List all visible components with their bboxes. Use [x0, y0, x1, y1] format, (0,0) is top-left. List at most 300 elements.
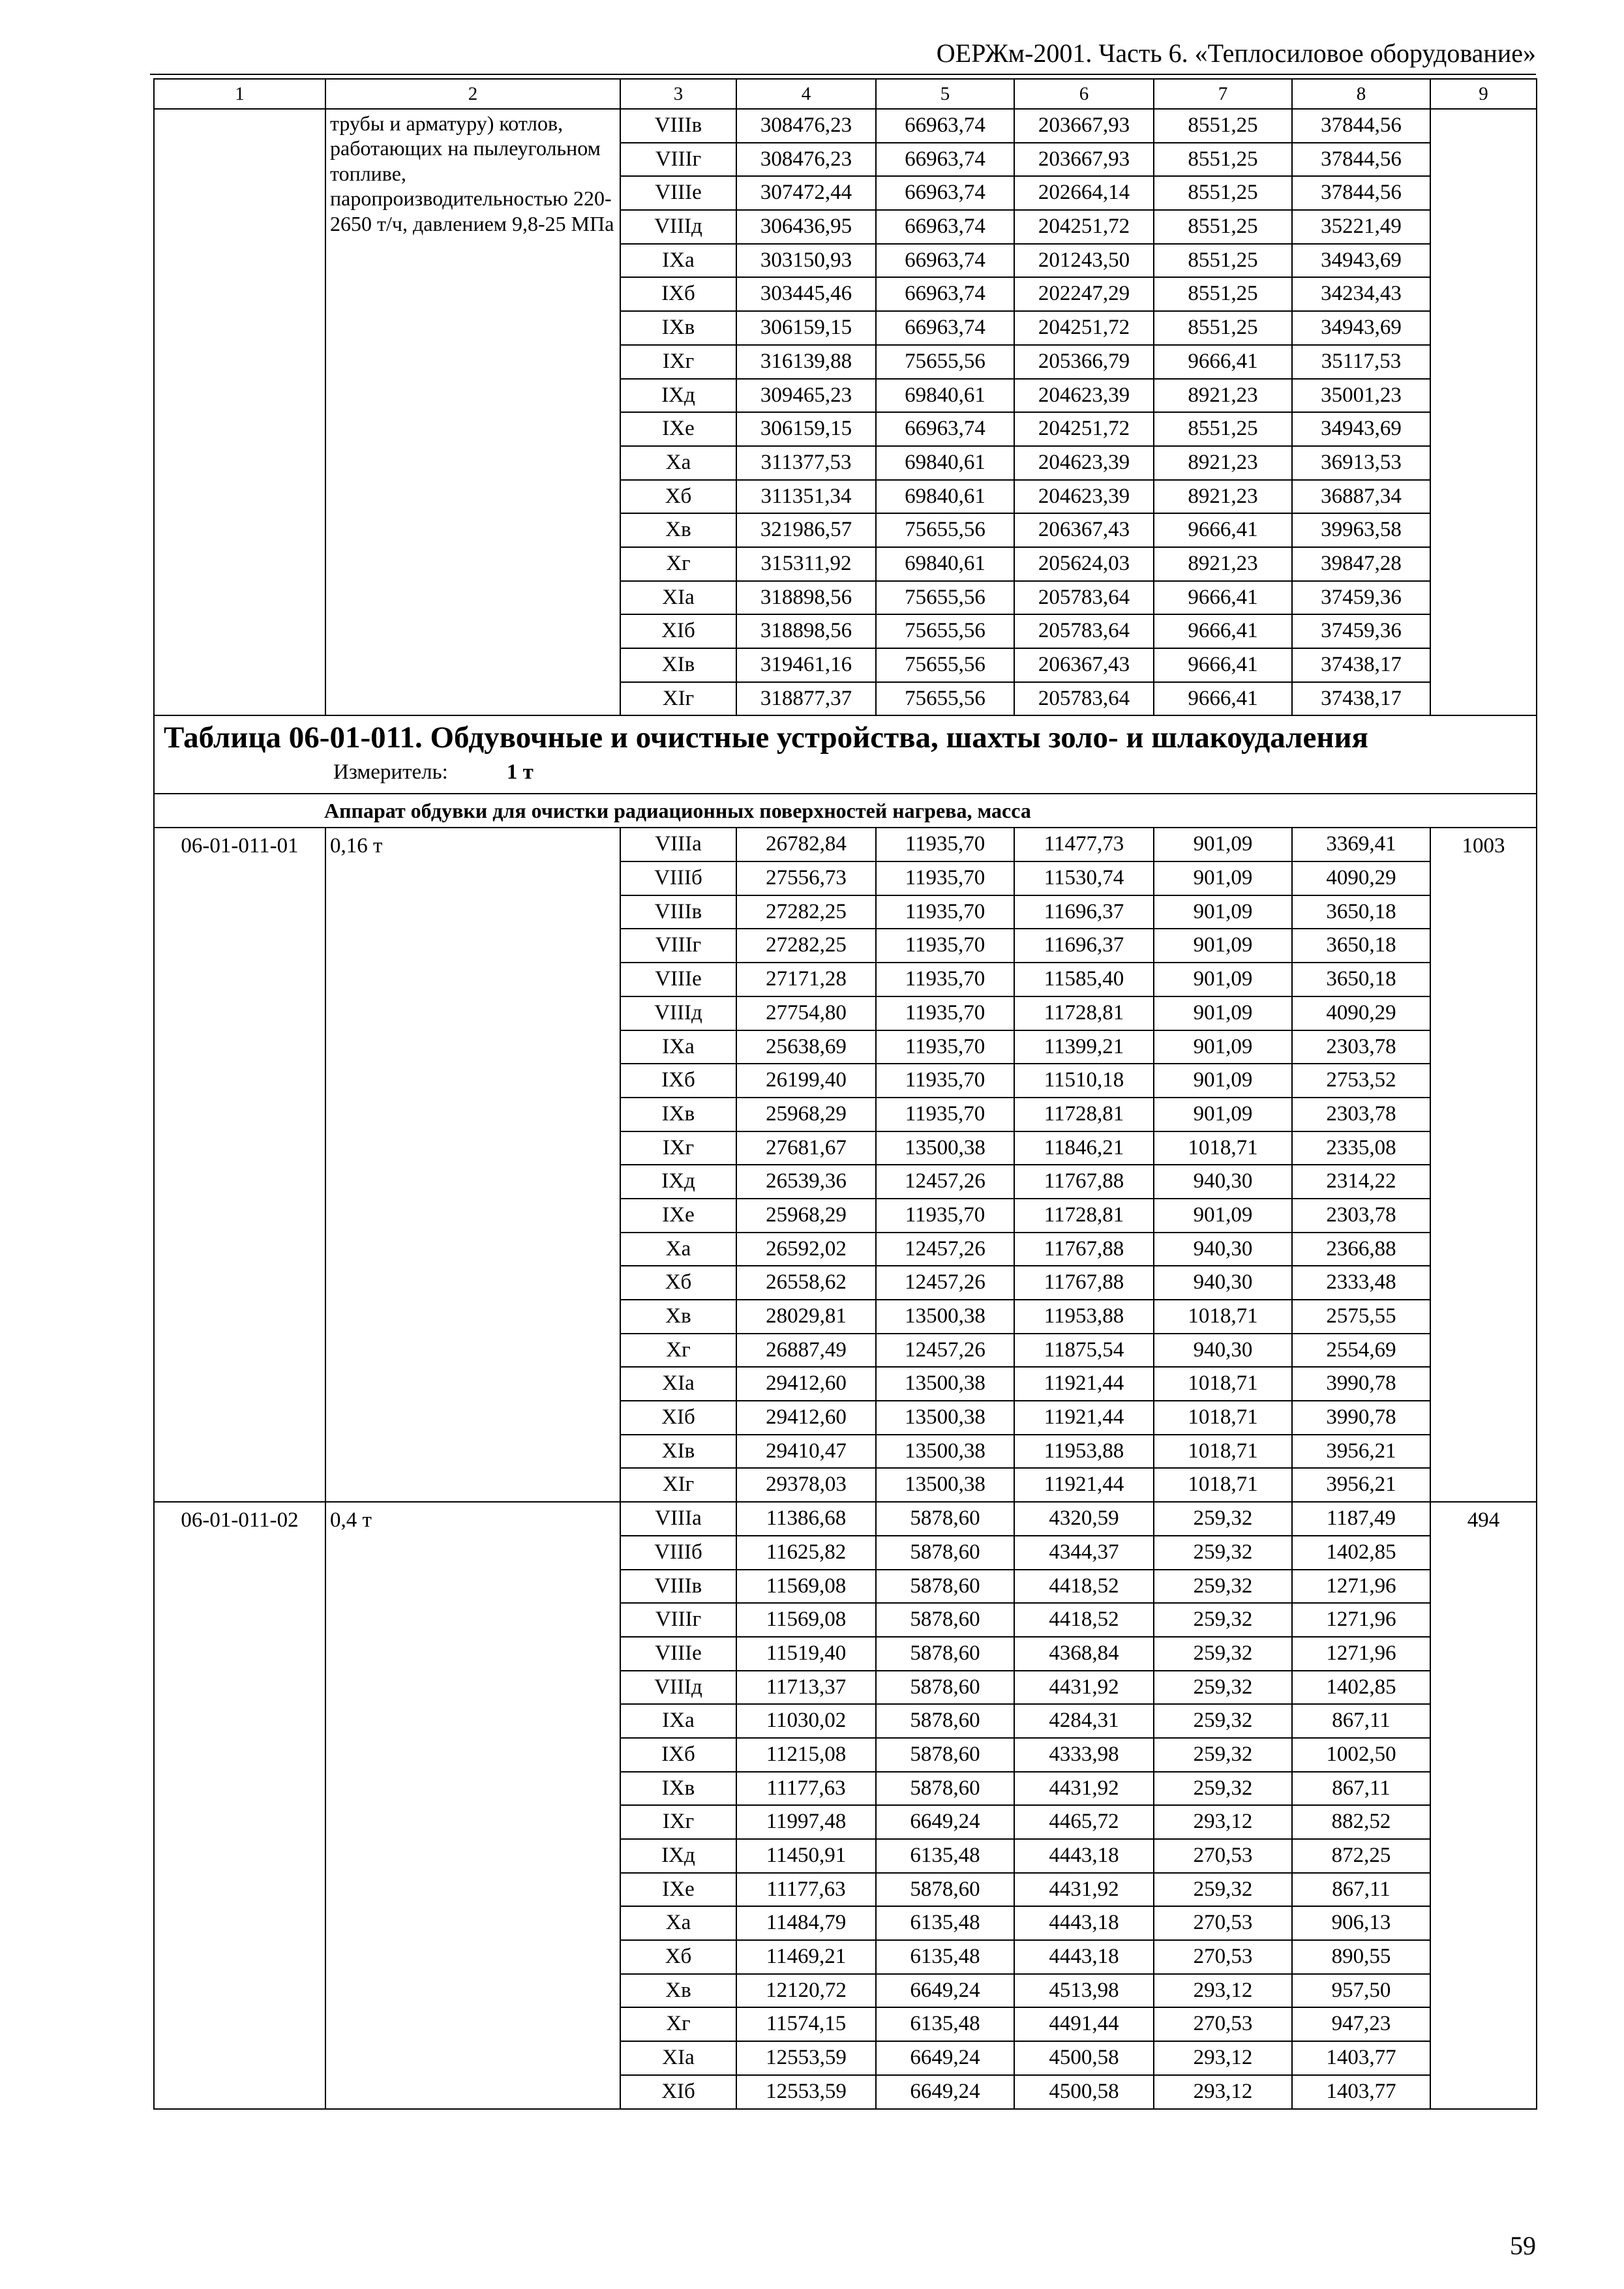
value-cell: 11399,21: [1014, 1030, 1154, 1064]
meter-value: 1 т: [506, 760, 534, 785]
value-cell: 259,32: [1154, 1671, 1292, 1705]
value-cell: 34943,69: [1292, 412, 1430, 446]
value-cell: 1018,71: [1154, 1401, 1292, 1435]
zone-cell: VIIIг: [620, 143, 736, 177]
value-cell: 293,12: [1154, 1805, 1292, 1839]
zone-cell: Xг: [620, 1334, 736, 1368]
value-cell: 11484,79: [736, 1906, 876, 1940]
value-cell: 4418,52: [1014, 1570, 1154, 1604]
value-cell: 205783,64: [1014, 614, 1154, 648]
value-cell: 37459,36: [1292, 581, 1430, 615]
value-cell: 2314,22: [1292, 1165, 1430, 1199]
zone-cell: IXе: [620, 412, 736, 446]
value-cell: 4320,59: [1014, 1502, 1154, 1536]
value-cell: 1018,71: [1154, 1367, 1292, 1401]
value-cell: 901,09: [1154, 895, 1292, 929]
value-cell: 11728,81: [1014, 1199, 1154, 1233]
value-cell: 3990,78: [1292, 1401, 1430, 1435]
value-cell: 205783,64: [1014, 581, 1154, 615]
value-cell: 947,23: [1292, 2007, 1430, 2041]
value-cell: 75655,56: [876, 345, 1014, 379]
value-cell: 11953,88: [1014, 1435, 1154, 1469]
zone-cell: VIIIв: [620, 109, 736, 143]
zone-cell: XIв: [620, 1435, 736, 1469]
item-name: 0,4 т: [325, 1502, 620, 2108]
description-cell: трубы и арматуру) котлов, работающих на пылеугольном топливе, паропроизводительностью 220-2650 т/ч, давлением 9,8-25 МПа: [325, 109, 620, 715]
value-cell: 8551,25: [1154, 210, 1292, 244]
zone-cell: XIа: [620, 1367, 736, 1401]
value-cell: 75655,56: [876, 648, 1014, 682]
value-cell: 8921,23: [1154, 480, 1292, 514]
value-cell: 12457,26: [876, 1165, 1014, 1199]
item-name: 0,16 т: [325, 828, 620, 1502]
value-cell: 11935,70: [876, 1030, 1014, 1064]
value-cell: 8551,25: [1154, 311, 1292, 345]
value-cell: 308476,23: [736, 143, 876, 177]
value-cell: 11569,08: [736, 1570, 876, 1604]
value-cell: 11953,88: [1014, 1300, 1154, 1334]
value-cell: 867,11: [1292, 1772, 1430, 1806]
value-cell: 11935,70: [876, 828, 1014, 861]
value-cell: 75655,56: [876, 581, 1014, 615]
value-cell: 13500,38: [876, 1468, 1014, 1502]
value-cell: 26887,49: [736, 1334, 876, 1368]
value-cell: 6135,48: [876, 1906, 1014, 1940]
value-cell: 259,32: [1154, 1738, 1292, 1772]
value-cell: 11997,48: [736, 1805, 876, 1839]
value-cell: 6649,24: [876, 1805, 1014, 1839]
value-cell: 5878,60: [876, 1738, 1014, 1772]
zone-cell: XIг: [620, 682, 736, 716]
value-cell: 293,12: [1154, 2041, 1292, 2075]
value-cell: 37844,56: [1292, 176, 1430, 210]
table-body: [154, 79, 1537, 2109]
value-cell: 12457,26: [876, 1334, 1014, 1368]
meter-line: [333, 760, 1527, 786]
value-cell: 1018,71: [1154, 1468, 1292, 1502]
value-cell: 5878,60: [876, 1637, 1014, 1671]
zone-cell: XIв: [620, 648, 736, 682]
zone-cell: VIIIб: [620, 861, 736, 895]
value-cell: 11728,81: [1014, 1098, 1154, 1131]
value-cell: 11469,21: [736, 1940, 876, 1974]
value-cell: 318898,56: [736, 581, 876, 615]
value-cell: 940,30: [1154, 1334, 1292, 1368]
value-cell: 5878,60: [876, 1873, 1014, 1907]
value-cell: 28029,81: [736, 1300, 876, 1334]
value-cell: 1018,71: [1154, 1131, 1292, 1165]
value-cell: 12553,59: [736, 2041, 876, 2075]
value-cell: 26199,40: [736, 1064, 876, 1098]
zone-cell: IXг: [620, 1805, 736, 1839]
value-cell: 66963,74: [876, 412, 1014, 446]
value-cell: 306159,15: [736, 311, 876, 345]
value-cell: 66963,74: [876, 176, 1014, 210]
column-number: 8: [1292, 79, 1430, 109]
value-cell: 69840,61: [876, 379, 1014, 413]
value-cell: 872,25: [1292, 1839, 1430, 1873]
value-cell: 26558,62: [736, 1266, 876, 1300]
value-cell: 8551,25: [1154, 143, 1292, 177]
value-cell: 9666,41: [1154, 614, 1292, 648]
zone-cell: IXг: [620, 1131, 736, 1165]
value-cell: 8551,25: [1154, 412, 1292, 446]
value-cell: 8551,25: [1154, 176, 1292, 210]
value-cell: 307472,44: [736, 176, 876, 210]
zone-cell: IXа: [620, 1704, 736, 1738]
value-cell: 308476,23: [736, 109, 876, 143]
zone-cell: Xв: [620, 1300, 736, 1334]
value-cell: 11728,81: [1014, 996, 1154, 1030]
value-cell: 11921,44: [1014, 1401, 1154, 1435]
value-cell: 901,09: [1154, 929, 1292, 963]
zone-cell: VIIIв: [620, 895, 736, 929]
value-cell: 4500,58: [1014, 2041, 1154, 2075]
value-cell: 867,11: [1292, 1873, 1430, 1907]
value-cell: 66963,74: [876, 244, 1014, 278]
value-cell: 321986,57: [736, 513, 876, 547]
value-cell: 2554,69: [1292, 1334, 1430, 1368]
value-cell: 206367,43: [1014, 513, 1154, 547]
zone-cell: IXб: [620, 1064, 736, 1098]
value-cell: 11569,08: [736, 1603, 876, 1637]
item-code: 06-01-011-01: [154, 828, 325, 1502]
zone-cell: Xв: [620, 513, 736, 547]
value-cell: 29412,60: [736, 1401, 876, 1435]
value-cell: 1002,50: [1292, 1738, 1430, 1772]
item-code: 06-01-011-02: [154, 1502, 325, 2108]
zone-cell: IXд: [620, 379, 736, 413]
value-cell: 11625,82: [736, 1536, 876, 1570]
zone-cell: IXб: [620, 277, 736, 311]
zone-cell: Xа: [620, 446, 736, 480]
zone-cell: VIIIа: [620, 828, 736, 861]
value-cell: 259,32: [1154, 1536, 1292, 1570]
value-cell: 3369,41: [1292, 828, 1430, 861]
value-cell: 11935,70: [876, 1098, 1014, 1131]
value-cell: 8921,23: [1154, 446, 1292, 480]
value-cell: 26782,84: [736, 828, 876, 861]
subheading: Аппарат обдувки для очистки радиационных поверхностей нагрева, масса: [154, 794, 1537, 828]
value-cell: 940,30: [1154, 1233, 1292, 1266]
value-cell: 202664,14: [1014, 176, 1154, 210]
value-cell: 1402,85: [1292, 1536, 1430, 1570]
value-cell: 901,09: [1154, 1030, 1292, 1064]
value-cell: 39847,28: [1292, 547, 1430, 581]
value-cell: 27171,28: [736, 963, 876, 996]
value-cell: 66963,74: [876, 277, 1014, 311]
value-cell: 11767,88: [1014, 1165, 1154, 1199]
value-cell: 2575,55: [1292, 1300, 1430, 1334]
zone-cell: IXб: [620, 1738, 736, 1772]
value-cell: 4418,52: [1014, 1603, 1154, 1637]
zone-cell: VIIIг: [620, 929, 736, 963]
value-cell: 4431,92: [1014, 1873, 1154, 1907]
value-cell: 29378,03: [736, 1468, 876, 1502]
value-cell: 6649,24: [876, 2041, 1014, 2075]
value-cell: 4090,29: [1292, 861, 1430, 895]
value-cell: 303445,46: [736, 277, 876, 311]
zone-cell: IXе: [620, 1199, 736, 1233]
value-cell: 306436,95: [736, 210, 876, 244]
value-cell: 259,32: [1154, 1502, 1292, 1536]
value-cell: 27556,73: [736, 861, 876, 895]
value-cell: 4500,58: [1014, 2075, 1154, 2109]
zone-cell: IXд: [620, 1165, 736, 1199]
value-cell: 311377,53: [736, 446, 876, 480]
value-cell: 11574,15: [736, 2007, 876, 2041]
table-row: [154, 828, 1537, 861]
value-cell: 901,09: [1154, 861, 1292, 895]
value-cell: 3650,18: [1292, 895, 1430, 929]
value-cell: 4333,98: [1014, 1738, 1154, 1772]
value-cell: 37459,36: [1292, 614, 1430, 648]
value-cell: 75655,56: [876, 682, 1014, 716]
zone-cell: IXа: [620, 1030, 736, 1064]
value-cell: 11510,18: [1014, 1064, 1154, 1098]
value-cell: 1018,71: [1154, 1435, 1292, 1469]
zone-cell: VIIIд: [620, 996, 736, 1030]
value-cell: 25638,69: [736, 1030, 876, 1064]
value-cell: 204623,39: [1014, 480, 1154, 514]
zone-cell: Xб: [620, 480, 736, 514]
value-cell: 66963,74: [876, 210, 1014, 244]
value-cell: 205624,03: [1014, 547, 1154, 581]
zone-cell: XIг: [620, 1468, 736, 1502]
column-number: 6: [1014, 79, 1154, 109]
value-cell: 4465,72: [1014, 1805, 1154, 1839]
value-cell: 11767,88: [1014, 1266, 1154, 1300]
value-cell: 306159,15: [736, 412, 876, 446]
value-cell: 12120,72: [736, 1974, 876, 2008]
value-cell: 901,09: [1154, 1064, 1292, 1098]
value-cell: 37438,17: [1292, 648, 1430, 682]
zone-cell: IXв: [620, 1098, 736, 1131]
value-cell: 2303,78: [1292, 1030, 1430, 1064]
value-cell: 4443,18: [1014, 1940, 1154, 1974]
value-cell: 901,09: [1154, 828, 1292, 861]
value-cell: 8551,25: [1154, 277, 1292, 311]
value-cell: 8921,23: [1154, 547, 1292, 581]
zone-cell: VIIIг: [620, 1603, 736, 1637]
zone-cell: IXа: [620, 244, 736, 278]
rates-table: [153, 78, 1537, 2110]
value-cell: 8921,23: [1154, 379, 1292, 413]
value-cell: 2335,08: [1292, 1131, 1430, 1165]
value-cell: 1271,96: [1292, 1637, 1430, 1671]
zone-cell: VIIIв: [620, 1570, 736, 1604]
value-cell: 906,13: [1292, 1906, 1430, 1940]
value-cell: 4443,18: [1014, 1906, 1154, 1940]
value-cell: 37844,56: [1292, 143, 1430, 177]
value-cell: 5878,60: [876, 1671, 1014, 1705]
zone-cell: IXв: [620, 1772, 736, 1806]
page-number: 59: [1510, 2231, 1536, 2260]
value-cell: 36913,53: [1292, 446, 1430, 480]
value-cell: 36887,34: [1292, 480, 1430, 514]
value-cell: 204251,72: [1014, 210, 1154, 244]
value-cell: 1018,71: [1154, 1300, 1292, 1334]
value-cell: 1402,85: [1292, 1671, 1430, 1705]
value-cell: 13500,38: [876, 1367, 1014, 1401]
value-cell: 940,30: [1154, 1165, 1292, 1199]
table-row: [154, 1502, 1537, 1536]
value-cell: 1403,77: [1292, 2041, 1430, 2075]
zone-cell: VIIIе: [620, 1637, 736, 1671]
subheading-row: [154, 794, 1537, 828]
value-cell: 205783,64: [1014, 682, 1154, 716]
value-cell: 11935,70: [876, 963, 1014, 996]
value-cell: 11530,74: [1014, 861, 1154, 895]
value-cell: 293,12: [1154, 2075, 1292, 2109]
value-cell: 4284,31: [1014, 1704, 1154, 1738]
value-cell: 259,32: [1154, 1704, 1292, 1738]
value-cell: 259,32: [1154, 1570, 1292, 1604]
value-cell: 2333,48: [1292, 1266, 1430, 1300]
value-cell: 8551,25: [1154, 109, 1292, 143]
value-cell: 5878,60: [876, 1570, 1014, 1604]
column-number: 1: [154, 79, 325, 109]
column-number: 5: [876, 79, 1014, 109]
value-cell: 205366,79: [1014, 345, 1154, 379]
value-cell: 27754,80: [736, 996, 876, 1030]
table-title-cell: [154, 715, 1537, 794]
zone-cell: IXг: [620, 345, 736, 379]
value-cell: 3650,18: [1292, 963, 1430, 996]
code-cell: [154, 109, 325, 715]
value-cell: 37844,56: [1292, 109, 1430, 143]
value-cell: 69840,61: [876, 480, 1014, 514]
value-cell: 259,32: [1154, 1772, 1292, 1806]
value-cell: 6135,48: [876, 1839, 1014, 1873]
value-cell: 9666,41: [1154, 513, 1292, 547]
zone-cell: VIIIе: [620, 176, 736, 210]
zone-cell: Xб: [620, 1266, 736, 1300]
value-cell: 25968,29: [736, 1098, 876, 1131]
value-cell: 6649,24: [876, 1974, 1014, 2008]
value-cell: 259,32: [1154, 1603, 1292, 1637]
value-cell: 26539,36: [736, 1165, 876, 1199]
column-number: 2: [325, 79, 620, 109]
value-cell: 11875,54: [1014, 1334, 1154, 1368]
table-title-row: [154, 715, 1537, 794]
value-cell: 2753,52: [1292, 1064, 1430, 1098]
table-row: [154, 109, 1537, 143]
value-cell: 303150,93: [736, 244, 876, 278]
value-cell: 5878,60: [876, 1603, 1014, 1637]
value-cell: 26592,02: [736, 1233, 876, 1266]
value-cell: 11921,44: [1014, 1367, 1154, 1401]
zone-cell: IXе: [620, 1873, 736, 1907]
value-cell: 39963,58: [1292, 513, 1430, 547]
zone-cell: Xг: [620, 547, 736, 581]
value-cell: 1271,96: [1292, 1603, 1430, 1637]
value-cell: 75655,56: [876, 614, 1014, 648]
zone-cell: VIIIд: [620, 210, 736, 244]
value-cell: 293,12: [1154, 1974, 1292, 2008]
value-cell: 901,09: [1154, 1199, 1292, 1233]
value-cell: 11215,08: [736, 1738, 876, 1772]
value-cell: 259,32: [1154, 1873, 1292, 1907]
value-cell: 2303,78: [1292, 1199, 1430, 1233]
zone-cell: XIа: [620, 2041, 736, 2075]
value-cell: 75655,56: [876, 513, 1014, 547]
value-cell: 201243,50: [1014, 244, 1154, 278]
value-cell: 270,53: [1154, 1839, 1292, 1873]
mass-cell: [1430, 109, 1537, 715]
value-cell: 4090,29: [1292, 996, 1430, 1030]
value-cell: 11519,40: [736, 1637, 876, 1671]
value-cell: 270,53: [1154, 1940, 1292, 1974]
value-cell: 9666,41: [1154, 345, 1292, 379]
header-rule: [150, 74, 1536, 75]
value-cell: 4368,84: [1014, 1637, 1154, 1671]
value-cell: 6135,48: [876, 1940, 1014, 1974]
value-cell: 34234,43: [1292, 277, 1430, 311]
item-mass: 494: [1430, 1502, 1537, 2108]
value-cell: 11030,02: [736, 1704, 876, 1738]
value-cell: 311351,34: [736, 480, 876, 514]
value-cell: 4431,92: [1014, 1772, 1154, 1806]
value-cell: 66963,74: [876, 143, 1014, 177]
meter-label: Измеритель:: [333, 760, 448, 785]
value-cell: 4443,18: [1014, 1839, 1154, 1873]
value-cell: 5878,60: [876, 1502, 1014, 1536]
value-cell: 9666,41: [1154, 581, 1292, 615]
value-cell: 66963,74: [876, 109, 1014, 143]
value-cell: 11696,37: [1014, 895, 1154, 929]
value-cell: 204623,39: [1014, 446, 1154, 480]
value-cell: 11477,73: [1014, 828, 1154, 861]
value-cell: 3956,21: [1292, 1468, 1430, 1502]
column-number-row: [154, 79, 1537, 109]
value-cell: 37438,17: [1292, 682, 1430, 716]
value-cell: 204623,39: [1014, 379, 1154, 413]
value-cell: 4431,92: [1014, 1671, 1154, 1705]
value-cell: 69840,61: [876, 547, 1014, 581]
zone-cell: XIб: [620, 1401, 736, 1435]
value-cell: 11935,70: [876, 895, 1014, 929]
value-cell: 11585,40: [1014, 963, 1154, 996]
column-number: 3: [620, 79, 736, 109]
value-cell: 867,11: [1292, 1704, 1430, 1738]
column-number: 7: [1154, 79, 1292, 109]
zone-cell: Xв: [620, 1974, 736, 2008]
value-cell: 11696,37: [1014, 929, 1154, 963]
value-cell: 8551,25: [1154, 244, 1292, 278]
value-cell: 27282,25: [736, 895, 876, 929]
value-cell: 270,53: [1154, 1906, 1292, 1940]
value-cell: 11935,70: [876, 861, 1014, 895]
value-cell: 2366,88: [1292, 1233, 1430, 1266]
value-cell: 890,55: [1292, 1940, 1430, 1974]
value-cell: 6649,24: [876, 2075, 1014, 2109]
value-cell: 35117,53: [1292, 345, 1430, 379]
value-cell: 318877,37: [736, 682, 876, 716]
item-mass: 1003: [1430, 828, 1537, 1502]
value-cell: 11386,68: [736, 1502, 876, 1536]
value-cell: 34943,69: [1292, 311, 1430, 345]
value-cell: 27282,25: [736, 929, 876, 963]
zone-cell: IXд: [620, 1839, 736, 1873]
value-cell: 11935,70: [876, 1064, 1014, 1098]
value-cell: 1187,49: [1292, 1502, 1430, 1536]
value-cell: 901,09: [1154, 1098, 1292, 1131]
value-cell: 309465,23: [736, 379, 876, 413]
value-cell: 11935,70: [876, 1199, 1014, 1233]
value-cell: 2303,78: [1292, 1098, 1430, 1131]
value-cell: 11767,88: [1014, 1233, 1154, 1266]
